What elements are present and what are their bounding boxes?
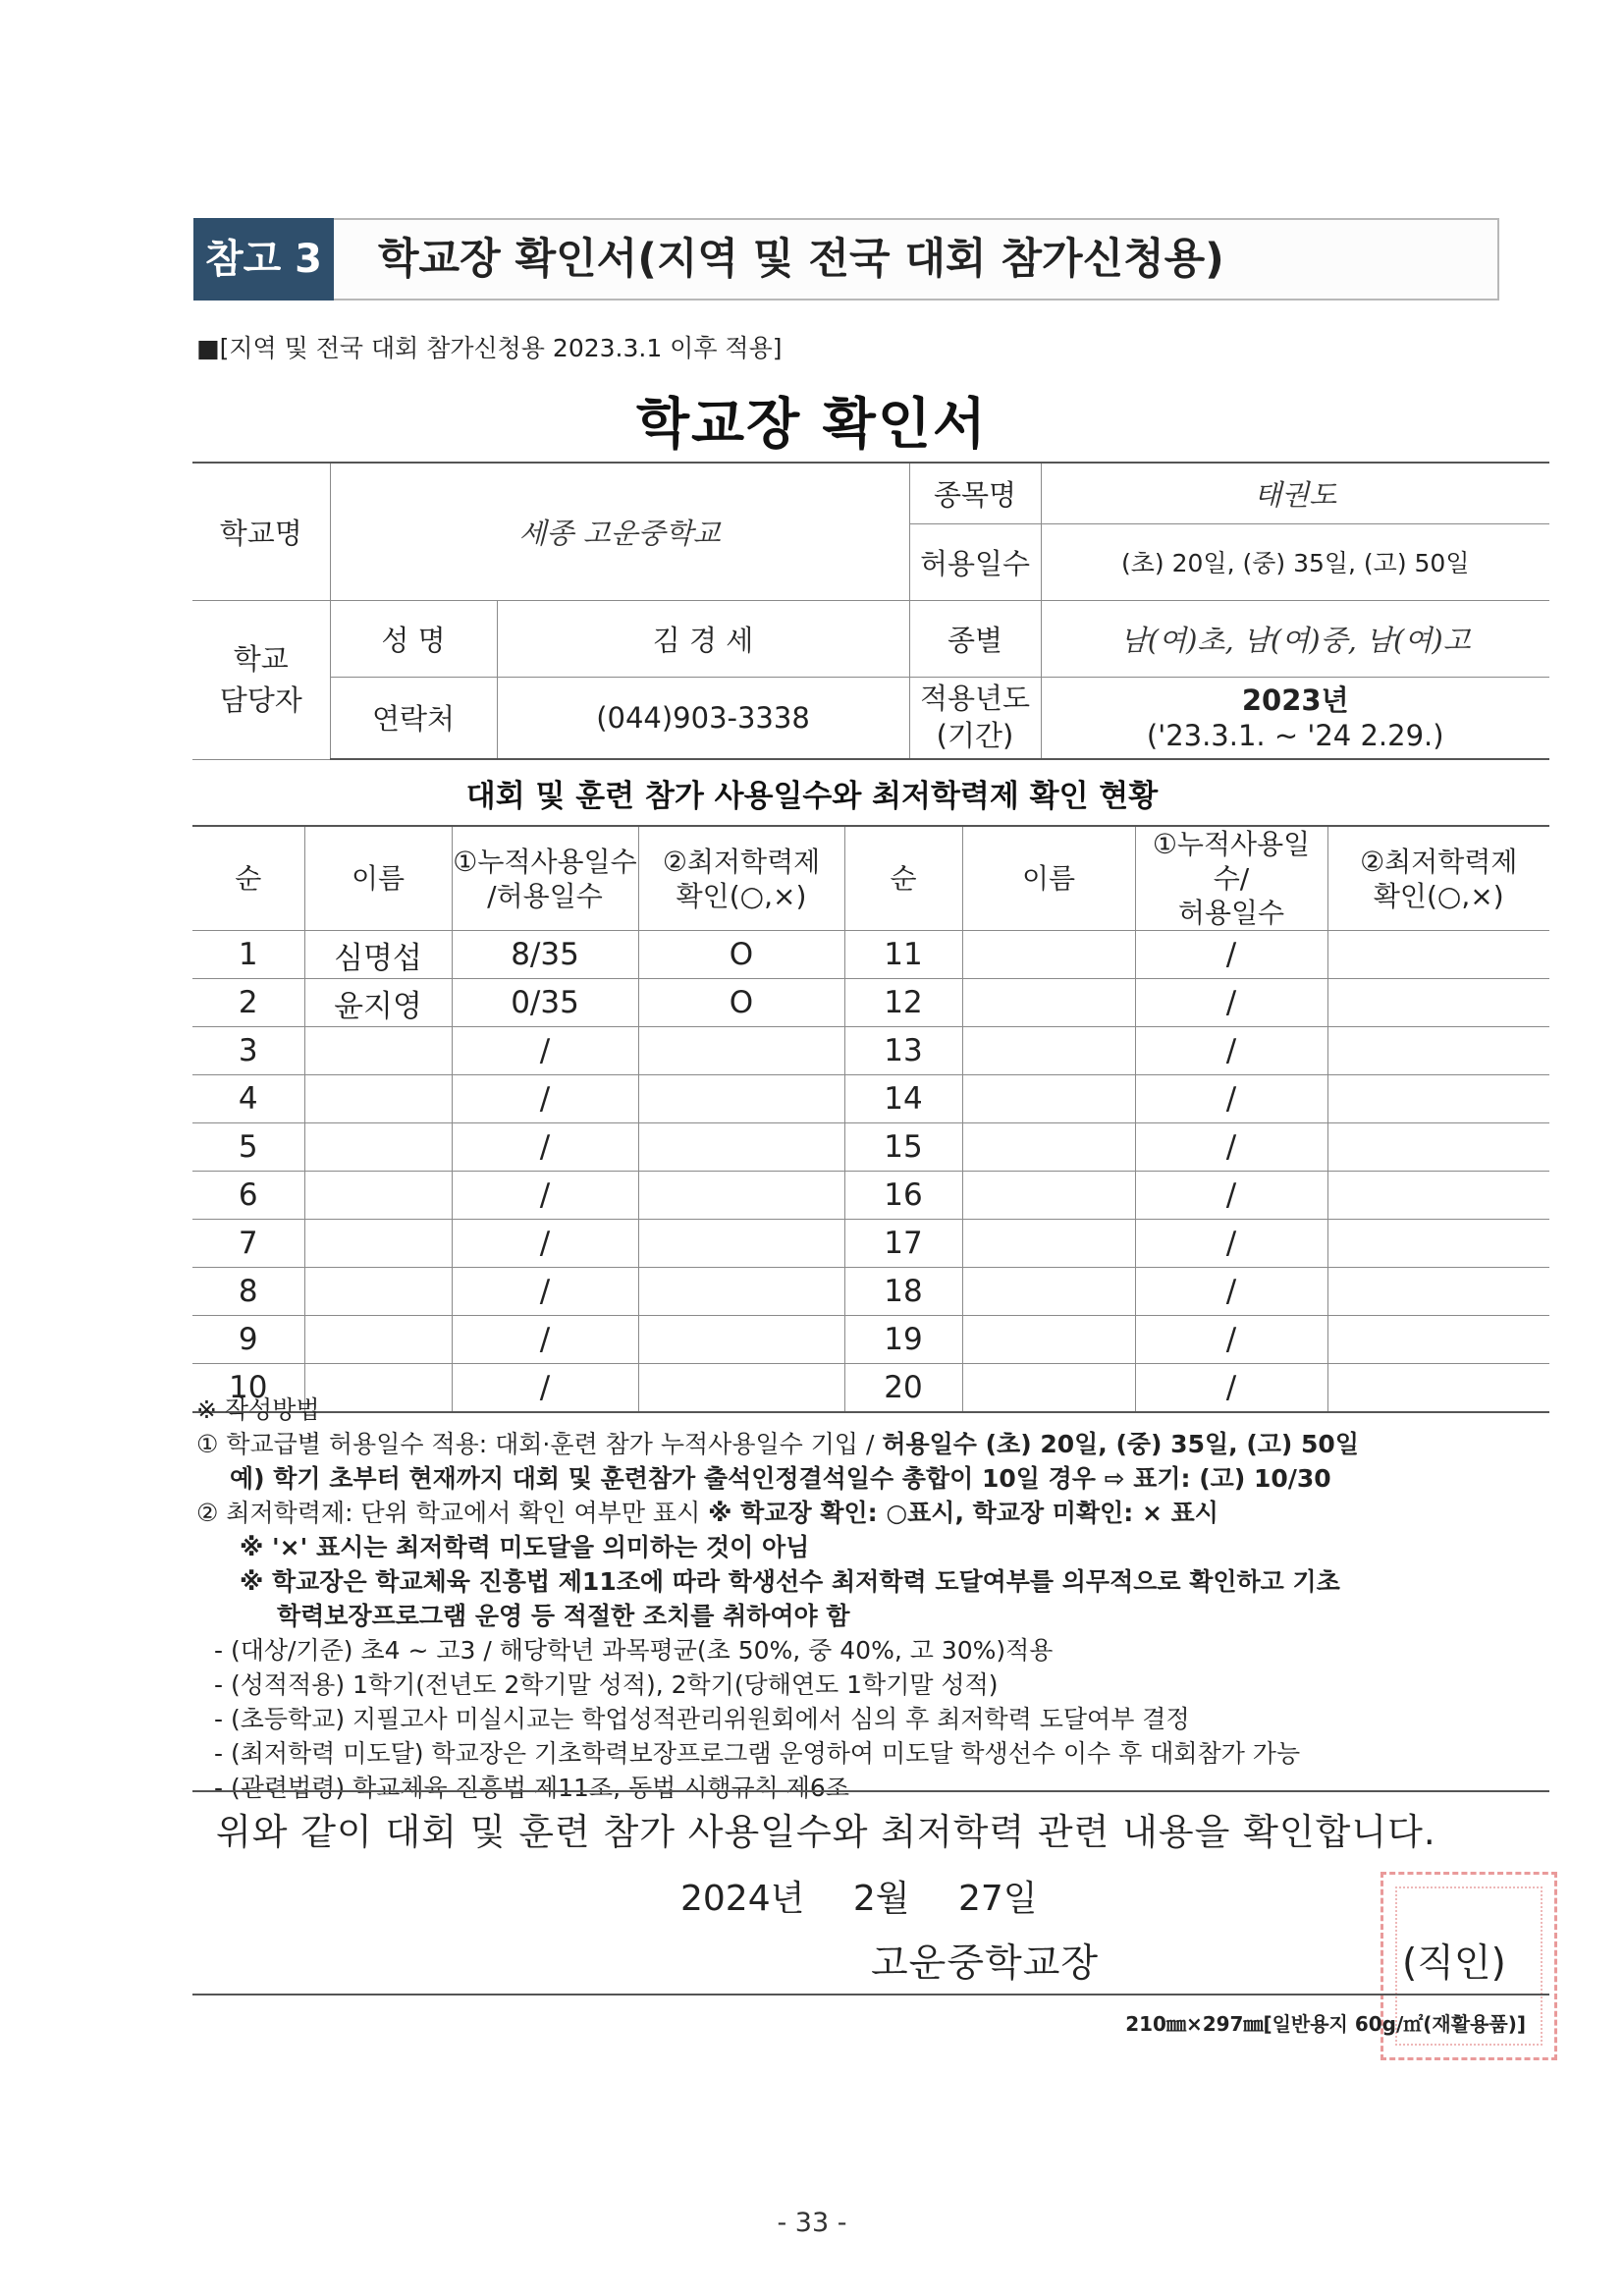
date-year: 2024년 bbox=[680, 1879, 805, 1919]
name-label: 성 명 bbox=[330, 600, 497, 677]
table-row bbox=[192, 1172, 1549, 1220]
issue-date bbox=[680, 1871, 1075, 1921]
seal-label: (직인) bbox=[1402, 1941, 1506, 1986]
sport-value: 태권도 bbox=[1041, 463, 1549, 523]
table-row bbox=[192, 931, 1549, 979]
days-used: / bbox=[1135, 979, 1327, 1027]
min-academic bbox=[1327, 1027, 1549, 1075]
row-no: 17 bbox=[844, 1220, 962, 1268]
days-used: / bbox=[1135, 1364, 1327, 1412]
page-title: 학교장 확인서 bbox=[635, 393, 989, 457]
row-no: 7 bbox=[192, 1220, 304, 1268]
header-min-academic: ②최저학력제 확인(○,×) bbox=[638, 826, 844, 931]
allowed-days-value: (초) 20일, (중) 35일, (고) 50일 bbox=[1041, 523, 1549, 600]
student-name bbox=[962, 1316, 1135, 1364]
days-used: / bbox=[1135, 1027, 1327, 1075]
table-row bbox=[192, 1316, 1549, 1364]
min-academic bbox=[1327, 931, 1549, 979]
min-academic: O bbox=[638, 931, 844, 979]
student-name bbox=[304, 1172, 452, 1220]
min-academic bbox=[638, 1123, 844, 1172]
table-row bbox=[192, 1075, 1549, 1123]
days-used: / bbox=[452, 1220, 638, 1268]
days-used: / bbox=[1135, 1268, 1327, 1316]
days-used: / bbox=[452, 1172, 638, 1220]
min-academic bbox=[1327, 1075, 1549, 1123]
period-label: 적용년도 (기간) bbox=[909, 677, 1041, 759]
row-no: 5 bbox=[192, 1123, 304, 1172]
note-3: ※ '×' 표시는 최저학력 미도달을 의미하는 것이 아님 bbox=[240, 1533, 810, 1561]
header-name: 이름 bbox=[304, 826, 452, 931]
detail-4: - (최저학력 미도달) 학교장은 기초학력보장프로그램 운영하여 미도달 학생선수 이수 후 대회참가 가능 bbox=[214, 1739, 1301, 1768]
type-value: 남(여)초, 남(여)중, 남(여)고 bbox=[1041, 600, 1549, 677]
note-1-text: ① 학교급별 허용일수 적용: 대회·훈련 참가 누적사용일수 기입 / bbox=[196, 1430, 883, 1458]
confirm-statement: 위와 같이 대회 및 훈련 참가 사용일수와 최저학력 관련 내용을 확인합니다. bbox=[216, 1811, 1436, 1853]
note-2 bbox=[196, 1496, 1551, 1530]
header-min-academic: ②최저학력제 확인(○,×) bbox=[1327, 826, 1549, 931]
detail-1: - (대상/기준) 초4 ~ 고3 / 해당학년 과목평균(초 50%, 중 40%, 고 30%)적용 bbox=[214, 1636, 1054, 1665]
row-no: 18 bbox=[844, 1268, 962, 1316]
min-academic bbox=[638, 1027, 844, 1075]
min-academic bbox=[1327, 1316, 1549, 1364]
row-no: 19 bbox=[844, 1316, 962, 1364]
manager-label: 학교 담당자 bbox=[192, 600, 330, 759]
period-year: 2023년 bbox=[1241, 683, 1349, 717]
header-days: ①누적사용일수/ 허용일수 bbox=[1135, 826, 1327, 931]
min-academic bbox=[1327, 1268, 1549, 1316]
days-used: / bbox=[452, 1075, 638, 1123]
student-name bbox=[962, 1123, 1135, 1172]
note-1-bold: 허용일수 (초) 20일, (중) 35일, (고) 50일 bbox=[882, 1430, 1359, 1458]
days-used: / bbox=[1135, 1123, 1327, 1172]
days-used: / bbox=[1135, 1316, 1327, 1364]
note-2-text: ② 최저학력제: 단위 학교에서 확인 여부만 표시 bbox=[196, 1499, 709, 1527]
days-used: 0/35 bbox=[452, 979, 638, 1027]
days-used: / bbox=[452, 1364, 638, 1412]
row-no: 13 bbox=[844, 1027, 962, 1075]
row-no: 4 bbox=[192, 1075, 304, 1123]
writing-instructions bbox=[196, 1393, 1551, 1805]
sport-label: 종목명 bbox=[909, 463, 1041, 523]
notes-title: ※ 작성방법 bbox=[196, 1395, 320, 1424]
student-name: 윤지영 bbox=[304, 979, 452, 1027]
row-no: 9 bbox=[192, 1316, 304, 1364]
days-used: / bbox=[1135, 931, 1327, 979]
days-used: / bbox=[452, 1316, 638, 1364]
row-no: 3 bbox=[192, 1027, 304, 1075]
student-name bbox=[304, 1075, 452, 1123]
header-no: 순 bbox=[844, 826, 962, 931]
min-academic bbox=[638, 1075, 844, 1123]
date-day: 27일 bbox=[958, 1879, 1038, 1919]
page-number: - 33 - bbox=[777, 2208, 847, 2238]
row-no: 2 bbox=[192, 979, 304, 1027]
days-used: / bbox=[1135, 1220, 1327, 1268]
student-name bbox=[962, 979, 1135, 1027]
note-2-bold: ※ 학교장 확인: ○표시, 학교장 미확인: × 표시 bbox=[708, 1499, 1218, 1527]
contact-value: (044)903-3338 bbox=[497, 677, 909, 759]
min-academic bbox=[1327, 1172, 1549, 1220]
header-title: 학교장 확인서(지역 및 전국 대회 참가신청용) bbox=[378, 235, 1224, 284]
student-name bbox=[304, 1027, 452, 1075]
min-academic bbox=[1327, 1123, 1549, 1172]
header-name: 이름 bbox=[962, 826, 1135, 931]
row-no: 10 bbox=[192, 1364, 304, 1412]
min-academic bbox=[1327, 979, 1549, 1027]
student-name bbox=[962, 1172, 1135, 1220]
days-used: / bbox=[1135, 1075, 1327, 1123]
paper-spec: 210㎜×297㎜[일반용지 60g/㎡(재활용품)] bbox=[1125, 2012, 1526, 2036]
student-name: 심명섭 bbox=[304, 931, 452, 979]
info-table bbox=[192, 462, 1549, 760]
days-used: / bbox=[452, 1027, 638, 1075]
period-range: ('23.3.1. ~ '24 2.29.) bbox=[1146, 718, 1444, 752]
row-no: 8 bbox=[192, 1268, 304, 1316]
student-name bbox=[962, 1220, 1135, 1268]
principal-name: 고운중학교장 bbox=[871, 1941, 1100, 1986]
min-academic bbox=[638, 1172, 844, 1220]
table-row bbox=[192, 1268, 1549, 1316]
date-month: 2월 bbox=[852, 1879, 910, 1919]
row-no: 16 bbox=[844, 1172, 962, 1220]
reference-tag: 참고 3 bbox=[193, 218, 334, 301]
row-no: 12 bbox=[844, 979, 962, 1027]
divider bbox=[192, 1994, 1549, 1995]
name-value: 김 경 세 bbox=[497, 600, 909, 677]
days-used: / bbox=[452, 1268, 638, 1316]
min-academic bbox=[638, 1316, 844, 1364]
note-1 bbox=[196, 1427, 1551, 1461]
min-academic bbox=[638, 1268, 844, 1316]
row-no: 20 bbox=[844, 1364, 962, 1412]
row-no: 1 bbox=[192, 931, 304, 979]
section-title: 대회 및 훈련 참가 사용일수와 최저학력제 확인 현황 bbox=[465, 779, 1159, 814]
detail-2: - (성적적용) 1학기(전년도 2학기말 성적), 2학기(당해연도 1학기말 성적) bbox=[214, 1670, 999, 1699]
school-value: 세종 고운중학교 bbox=[330, 463, 909, 600]
student-name bbox=[304, 1123, 452, 1172]
student-name bbox=[304, 1268, 452, 1316]
student-name bbox=[962, 1268, 1135, 1316]
student-name bbox=[962, 1027, 1135, 1075]
row-no: 11 bbox=[844, 931, 962, 979]
table-row bbox=[192, 1220, 1549, 1268]
detail-5: - (관련법령) 학교체육 진흥법 제11조, 동법 시행규칙 제6조 bbox=[214, 1774, 849, 1802]
student-name bbox=[304, 1220, 452, 1268]
row-no: 15 bbox=[844, 1123, 962, 1172]
min-academic bbox=[638, 1220, 844, 1268]
row-no: 6 bbox=[192, 1172, 304, 1220]
period-value bbox=[1041, 677, 1549, 759]
table-row bbox=[192, 979, 1549, 1027]
student-name bbox=[304, 1316, 452, 1364]
school-label: 학교명 bbox=[192, 463, 330, 600]
header-no: 순 bbox=[192, 826, 304, 931]
divider bbox=[192, 1790, 1549, 1792]
note-1-example: 예) 학기 초부터 현재까지 대회 및 훈련참가 출석인정결석일수 총합이 10일 경우 ⇨ 표기: (고) 10/30 bbox=[230, 1464, 1331, 1493]
header-days: ①누적사용일수 /허용일수 bbox=[452, 826, 638, 931]
detail-3: - (초등학교) 지필고사 미실시교는 학업성적관리위원회에서 심의 후 최저학력 도달여부 결정 bbox=[214, 1705, 1190, 1733]
apply-note: ■[지역 및 전국 대회 참가신청용 2023.3.1 이후 적용] bbox=[196, 334, 783, 362]
type-label: 종별 bbox=[909, 600, 1041, 677]
days-used: 8/35 bbox=[452, 931, 638, 979]
table-row bbox=[192, 1027, 1549, 1075]
days-used: / bbox=[452, 1123, 638, 1172]
days-used: / bbox=[1135, 1172, 1327, 1220]
student-name bbox=[962, 1075, 1135, 1123]
min-academic: O bbox=[638, 979, 844, 1027]
min-academic bbox=[1327, 1220, 1549, 1268]
student-name bbox=[962, 931, 1135, 979]
note-4: ※ 학교장은 학교체육 진흥법 제11조에 따라 학생선수 최저학력 도달여부를 의무적으로 확인하고 기초 bbox=[240, 1567, 1340, 1596]
allowed-days-label: 허용일수 bbox=[909, 523, 1041, 600]
note-4-cont: 학력보장프로그램 운영 등 적절한 조치를 취하여야 함 bbox=[277, 1602, 850, 1630]
contact-label: 연락처 bbox=[330, 677, 497, 759]
days-table bbox=[192, 825, 1549, 1413]
table-row bbox=[192, 1123, 1549, 1172]
row-no: 14 bbox=[844, 1075, 962, 1123]
